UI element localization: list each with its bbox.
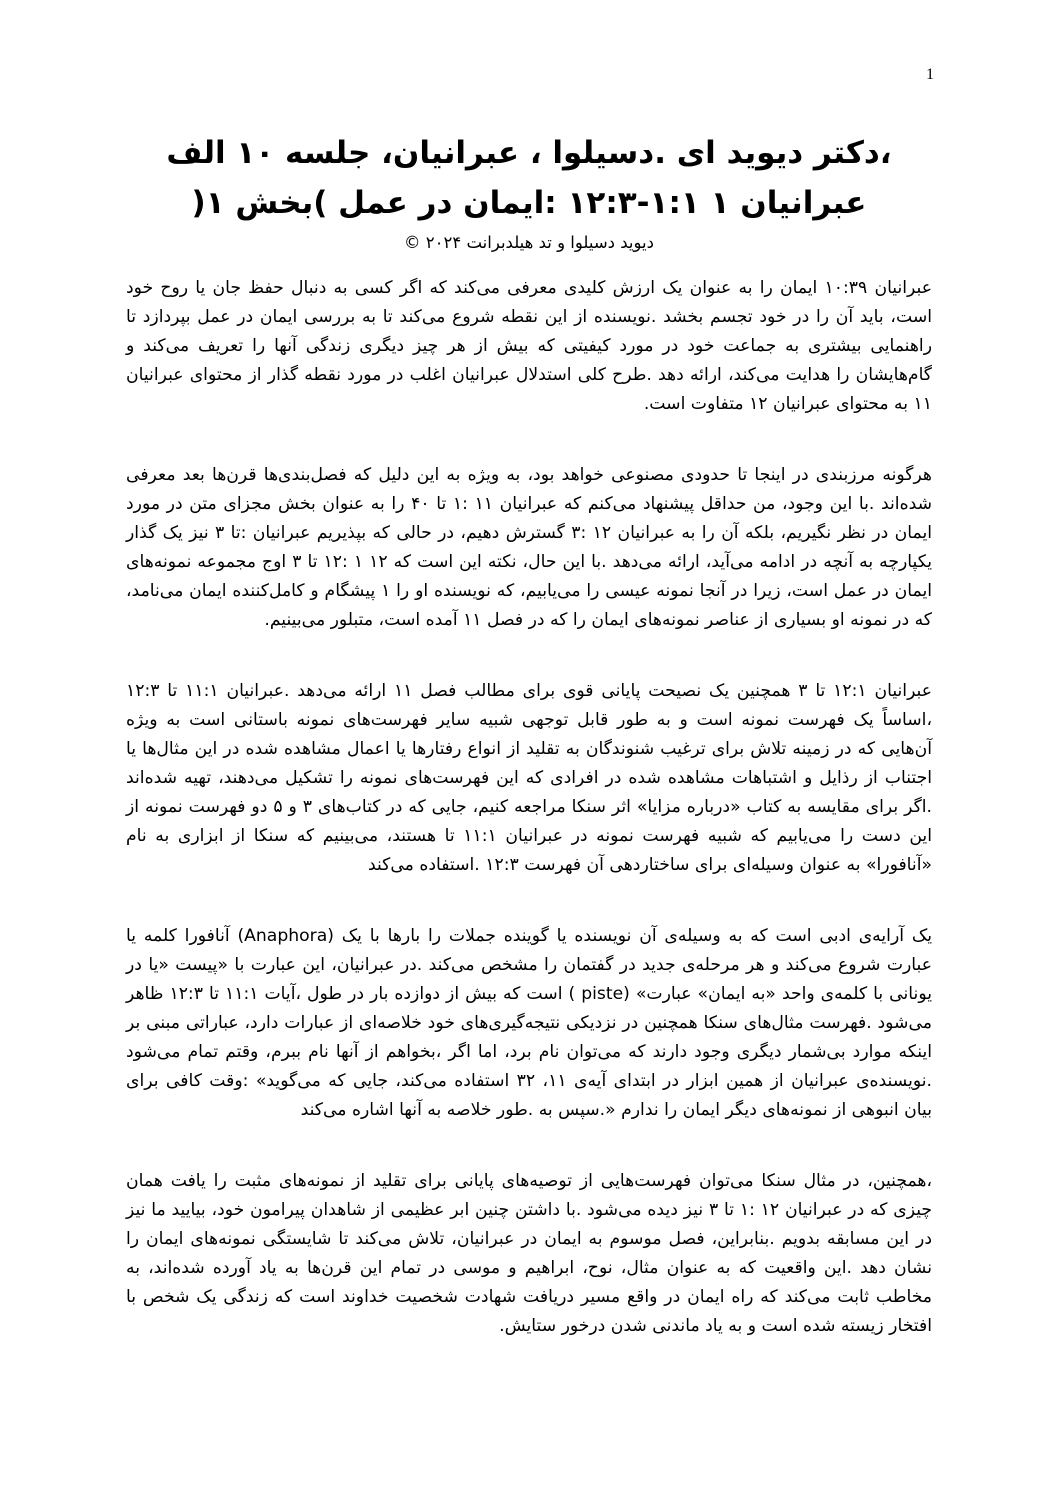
paragraph-1: عبرانیان ۱۰:۳۹ ایمان را به عنوان یک ارزش کلیدی معرفی می‌کند که اگر کسی به دنبال حفظ جان یا روح خود است، باید آن را در خود تجسم بخشد .نویسنده از این نقطه شروع می‌کند تا به بررسی ایمان در عمل بپردازد تا راهنمایی بیشتری به جماعت خود در مورد کیفیتی که بیش از هر چیز دیگری زندگی آنها را تعریف می‌کند و گام‌هایشان را هدایت می‌کند، ارائه دهد .طرح کلی استدلال عبرانیان اغلب در مورد نقطه گذار از محتوای عبرانیان ۱۱ به محتوای عبرانیان ۱۲ متفاوت است. xyxy=(126,278,932,414)
copyright-line: دیوید دسیلوا و تد هیلدبرانت ۲۰۲۴ © xyxy=(404,233,654,252)
paragraph-5: ،همچنین، در مثال سنکا می‌توان فهرست‌هایی از توصیه‌های پایانی برای تقلید از نمونه‌های مثبت را یافت همان چیزی که در عبرانیان ۱۲ :۱ تا ۳ نیز دیده می‌شود .با داشتن چنین ابر عظیمی از شاهدان پیرامون خود، بیایید ما نیز در این مسابقه بدویم .بنابراین، فصل موسوم به ایمان در عبرانیان، تلاش می‌کند تا شایستگی نمونه‌های ایمان را نشان دهد .این واقعیت که به عنوان مثال، نوح، ابراهیم و موسی در تمام این قرن‌ها به یاد آورده شده‌اند، به مخاطب ثابت می‌کند که راه ایمان در واقع مسیر دریافت شهادت شخصیت خداوند است که زندگی یک شخص با افتخار زیسته شده است و به یاد ماندنی شدن درخور ستایش. xyxy=(126,1171,933,1336)
title-line-2: عبرانیان ۱ ۱:۱-۱۲:۳ :ایمان در عمل )بخش ۱( xyxy=(191,185,867,221)
paragraph-3: عبرانیان ۱۲:۱ تا ۳ همچنین یک نصیحت پایانی قوی برای مطالب فصل ۱۱ ارائه می‌دهد .عبرانیان ۱۱:۱ تا ۱۲:۳ ،اساساً یک فهرست نمونه است و به طور قابل توجهی شبیه سایر فهرست‌های نمونه باستانی است به ویژه آن‌هایی که در زمینه تلاش برای ترغیب شنوندگان به تقلید از انواع رفتارها یا اعمال مشاهده شده در این مثال‌ها یا اجتناب از رذایل و اشتباهات مشاهده شده در افرادی که این فهرست‌های نمونه را تشکیل می‌دهند، تهیه شده‌اند .اگر برای مقایسه به کتاب «درباره مزایا» اثر سنکا مراجعه کنیم، جایی که در کتاب‌های ۳ و ۵ دو فهرست نمونه از این دست را می‌یابیم که شبیه فهرست نمونه در عبرانیان ۱۱:۱ تا هستند، می‌بینیم که سنکا از ابزاری به نام «آنافورا» به عنوان وسیله‌ای برای ساختاردهی آن فهرست ۱۲:۳ .استفاده می‌کند xyxy=(126,681,932,875)
page-number: 1 xyxy=(926,66,934,83)
paragraph-2: هرگونه مرزبندی در اینجا تا حدودی مصنوعی خواهد بود، به ویژه به این دلیل که فصل‌بندی‌ها قرن‌ها بعد معرفی شده‌اند .با این وجود، من حداقل پیشنهاد می‌کنم که عبرانیان ۱۱ :۱ تا ۴۰ را به عنوان بخش مجزای متن در مورد ایمان در نظر نگیریم، بلکه آن را به عبرانیان ۱۲ :۳ گسترش دهیم، در حالی که بپذیریم عبرانیان :تا ۳ نیز یک گذار یکپارچه به آنچه در ادامه می‌آید، ارائه می‌دهد .با این حال، نکته این است که ۱۲ ۱ :۱۲ تا ۳ اوج مجموعه نمونه‌های ایمان در عمل است، زیرا در آنجا نمونه عیسی را می‌یابیم، که نویسنده او را ۱ پیشگام و کامل‌کننده ایمان می‌نامد، که در نمونه او بسیاری از عناصر نمونه‌های ایمان را که در فصل ۱۱ آمده است، متبلور می‌بینیم. xyxy=(126,465,933,630)
paragraph-4: یک آرایه‌ی ادبی است که به وسیله‌ی آن نویسنده یا گوینده جملات را بارها با یک (Anaphora) آنافورا کلمه یا عبارت شروع می‌کند و هر مرحله‌ی جدید در گفتمان را مشخص می‌کند .در عبرانیان، این عبارت با «پیست «یا در یونانی با کلمه‌ی واحد «به ایمان» عبارت» (piste ) است که بیش از دوازده بار در طول ،آیات ۱۱:۱ تا ۱۲:۳ ظاهر می‌شود .فهرست مثال‌های سنکا همچنین در نزدیکی نتیجه‌گیری‌های خود خلاصه‌ای از عبارات دارد، عباراتی مبنی بر اینکه موارد بی‌شمار دیگری وجود دارند که می‌توان نام برد، اما اگر ،بخواهم از آنها نام ببرم، وقتم تمام می‌شود .نویسنده‌ی عبرانیان از همین ابزار در ابتدای آیه‌ی ۱۱، ۳۲ استفاده می‌کند، جایی که می‌گوید» :وقت کافی برای بیان انبوهی از نمونه‌های دیگر ایمان را ندارم «.سپس به .طور خلاصه به آنها اشاره می‌کند xyxy=(126,926,933,1120)
title-line-1: ،دکتر دیوید ای .دسیلوا ، عبرانیان، جلسه ۱۰ الف xyxy=(166,135,892,171)
title-block xyxy=(120,128,938,258)
document-body xyxy=(126,274,932,1383)
